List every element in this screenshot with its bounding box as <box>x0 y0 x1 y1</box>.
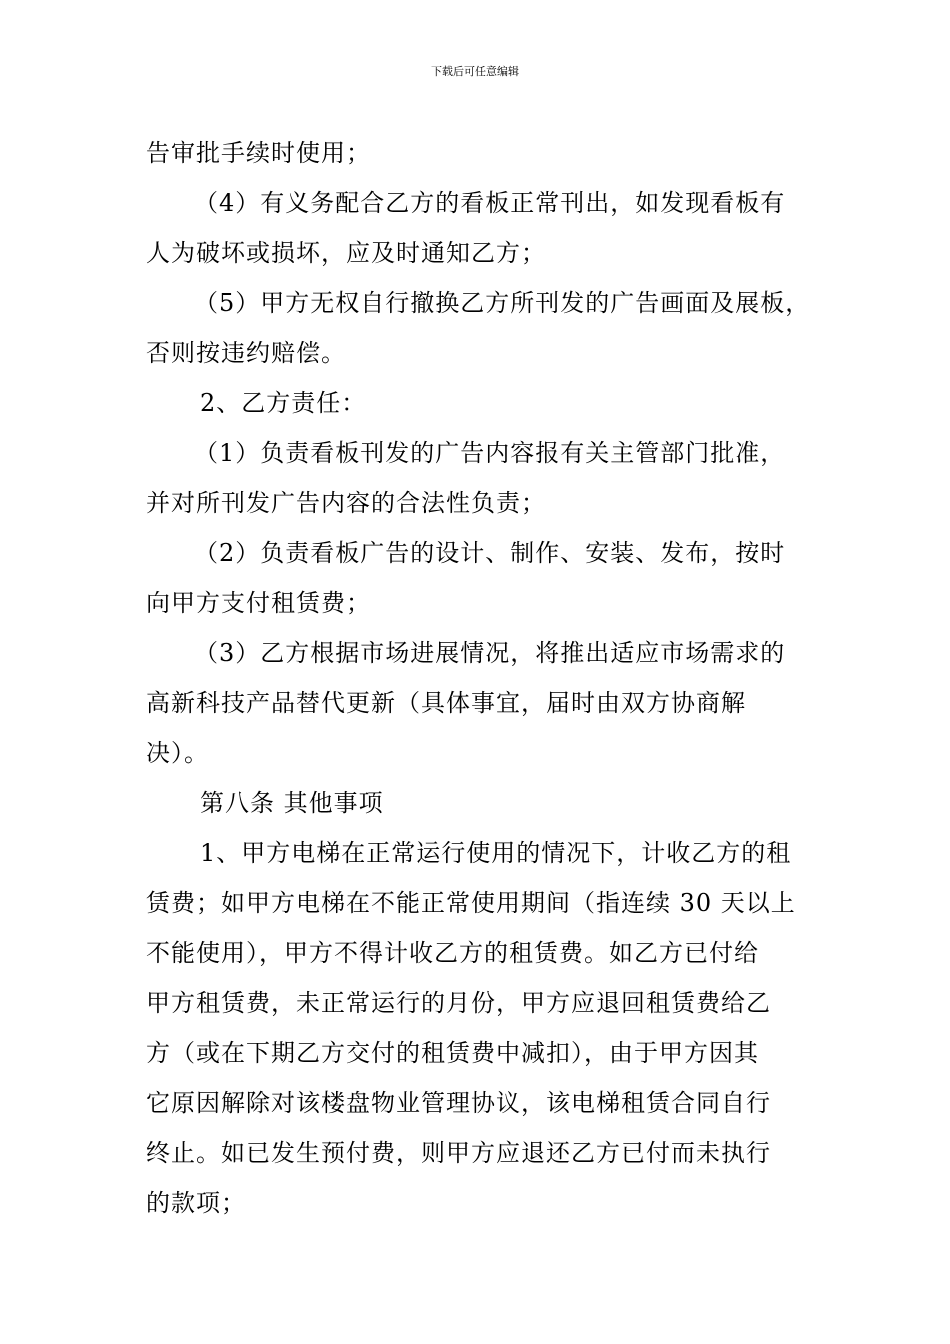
article-heading: 第八条 其他事项 <box>200 789 384 817</box>
document-body <box>146 128 812 1228</box>
text-line: （1）负责看板刊发的广告内容报有关主管部门批准， <box>194 439 786 467</box>
text-line: 否则按违约赔偿。 <box>146 339 346 367</box>
text-line: 并对所刊发广告内容的合法性负责； <box>146 489 546 517</box>
text-line: 甲方租赁费，未正常运行的月份，甲方应退回租赁费给乙 <box>146 989 771 1017</box>
text-line: 赁费；如甲方电梯在不能正常使用期间（指连续 30 天以上 <box>146 889 796 917</box>
page-header: 下载后可任意编辑 <box>431 65 519 78</box>
text-line: 决）。 <box>146 739 209 767</box>
text-line: 的款项； <box>146 1189 246 1217</box>
section-heading: 2、乙方责任： <box>200 389 367 417</box>
text-line: 不能使用），甲方不得计收乙方的租赁费。如乙方已付给 <box>146 939 759 967</box>
text-line: 终止。如已发生预付费，则甲方应退还乙方已付而未执行 <box>146 1139 771 1167</box>
text-line: 高新科技产品替代更新（具体事宜，届时由双方协商解 <box>146 689 746 717</box>
text-line: 人为破坏或损坏，应及时通知乙方； <box>146 239 546 267</box>
text-line: 向甲方支付租赁费； <box>146 589 371 617</box>
text-line: （2）负责看板广告的设计、制作、安装、发布，按时 <box>194 539 786 567</box>
text-line: （4）有义务配合乙方的看板正常刊出，如发现看板有 <box>194 189 786 217</box>
text-line: （3）乙方根据市场进展情况，将推出适应市场需求的 <box>194 639 786 667</box>
text-line: 它原因解除对该楼盘物业管理协议，该电梯租赁合同自行 <box>146 1089 771 1117</box>
text-line: 1、甲方电梯在正常运行使用的情况下，计收乙方的租 <box>200 839 792 867</box>
text-line: 方（或在下期乙方交付的租赁费中减扣），由于甲方因其 <box>146 1039 759 1067</box>
text-line: （5）甲方无权自行撤换乙方所刊发的广告画面及展板， <box>194 289 811 317</box>
text-line: 告审批手续时使用； <box>146 139 371 167</box>
